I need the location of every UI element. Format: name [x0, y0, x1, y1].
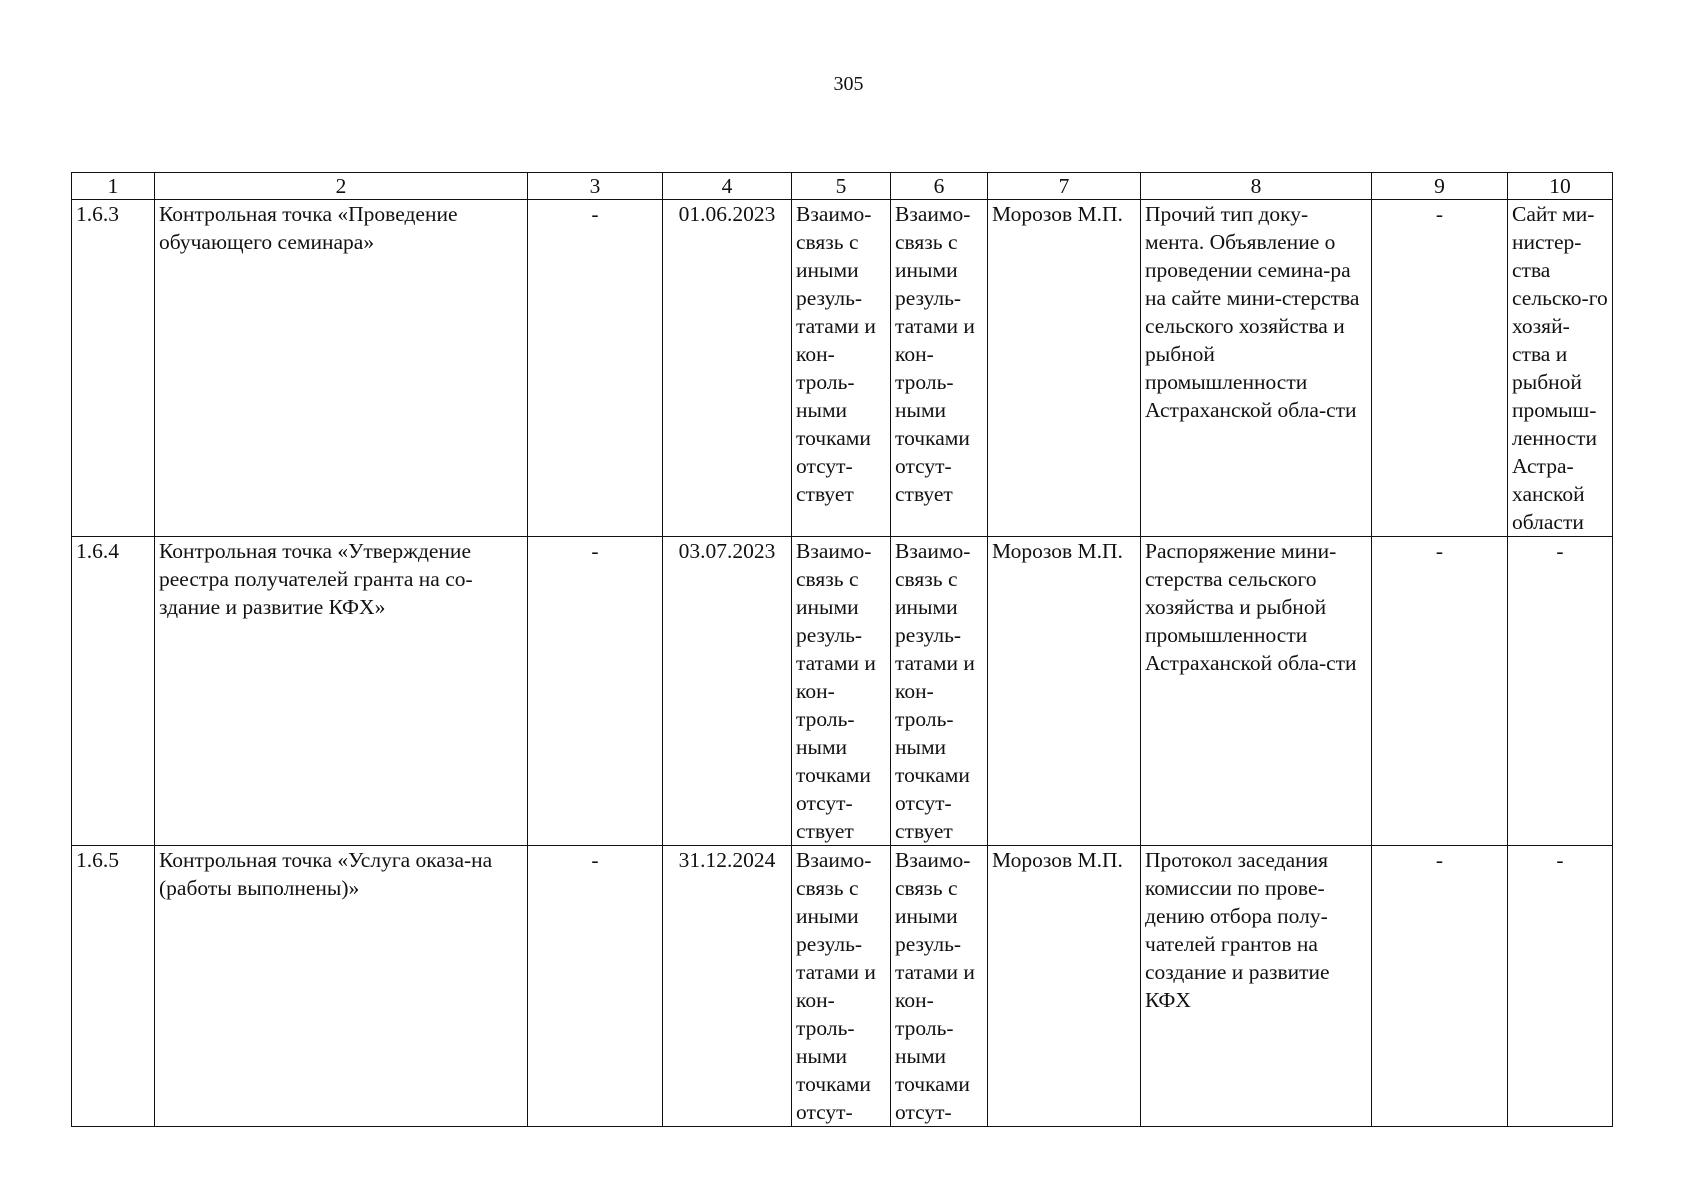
row-number-cell: 1.6.5: [72, 846, 155, 1127]
responsible-cell: Морозов М.П.: [988, 846, 1141, 1127]
table-header-row: [72, 173, 1613, 200]
page-number: 305: [833, 73, 864, 95]
date-cell: 03.07.2023: [663, 537, 792, 846]
relation-cell: Взаимо-связь с иными резуль-татами и кон-троль-ными точками отсут-: [891, 846, 988, 1127]
relation-cell: Взаимо-связь с иными резуль-татами и кон-троль-ными точками отсут-ствует: [891, 537, 988, 846]
column-3-cell: -: [528, 537, 663, 846]
column-header: 10: [1508, 173, 1613, 200]
row-number-cell: 1.6.3: [72, 200, 155, 537]
date-cell: 31.12.2024: [663, 846, 792, 1127]
document-type-cell: Прочий тип доку-мента. Объявление о проведении семина-ра на сайте мини-стерства сельского хозяйства и рыбной промышленности Астраханской обла-сти: [1141, 200, 1372, 537]
control-points-table: [71, 172, 1613, 1127]
column-header: 7: [988, 173, 1141, 200]
information-system-cell: -: [1508, 846, 1613, 1127]
information-system-cell: -: [1508, 537, 1613, 846]
responsible-cell: Морозов М.П.: [988, 200, 1141, 537]
document-type-cell: Протокол заседания комиссии по прове-дению отбора полу-чателей грантов на создание и развитие КФХ: [1141, 846, 1372, 1127]
column-header: 6: [891, 173, 988, 200]
column-header: 8: [1141, 173, 1372, 200]
relation-cell: Взаимо-связь с иными резуль-татами и кон-троль-ными точками отсут-ствует: [792, 200, 891, 537]
row-number-cell: 1.6.4: [72, 537, 155, 846]
relation-cell: Взаимо-связь с иными резуль-татами и кон-троль-ными точками отсут-: [792, 846, 891, 1127]
control-point-name-cell: Контрольная точка «Проведение обучающего семинара»: [155, 200, 528, 537]
table-row: [72, 537, 1613, 846]
document-type-cell: Распоряжение мини-стерства сельского хозяйства и рыбной промышленности Астраханской обла-сти: [1141, 537, 1372, 846]
column-header: 4: [663, 173, 792, 200]
relation-cell: Взаимо-связь с иными резуль-татами и кон-троль-ными точками отсут-ствует: [891, 200, 988, 537]
column-header: 3: [528, 173, 663, 200]
column-header: 5: [792, 173, 891, 200]
column-header: 2: [155, 173, 528, 200]
control-point-name-cell: Контрольная точка «Услуга оказа-на (работы выполнены)»: [155, 846, 528, 1127]
table-row: [72, 846, 1613, 1127]
column-9-cell: -: [1372, 846, 1508, 1127]
responsible-cell: Морозов М.П.: [988, 537, 1141, 846]
control-point-name-cell: Контрольная точка «Утверждение реестра получателей гранта на со-здание и развитие КФХ»: [155, 537, 528, 846]
information-system-cell: Сайт ми-нистер-ства сельско-го хозяй-ства и рыбной промыш-ленности Астра-ханской области: [1508, 200, 1613, 537]
column-3-cell: -: [528, 846, 663, 1127]
column-9-cell: -: [1372, 537, 1508, 846]
table-row: [72, 200, 1613, 537]
column-9-cell: -: [1372, 200, 1508, 537]
column-header: 1: [72, 173, 155, 200]
relation-cell: Взаимо-связь с иными резуль-татами и кон-троль-ными точками отсут-ствует: [792, 537, 891, 846]
date-cell: 01.06.2023: [663, 200, 792, 537]
column-3-cell: -: [528, 200, 663, 537]
column-header: 9: [1372, 173, 1508, 200]
